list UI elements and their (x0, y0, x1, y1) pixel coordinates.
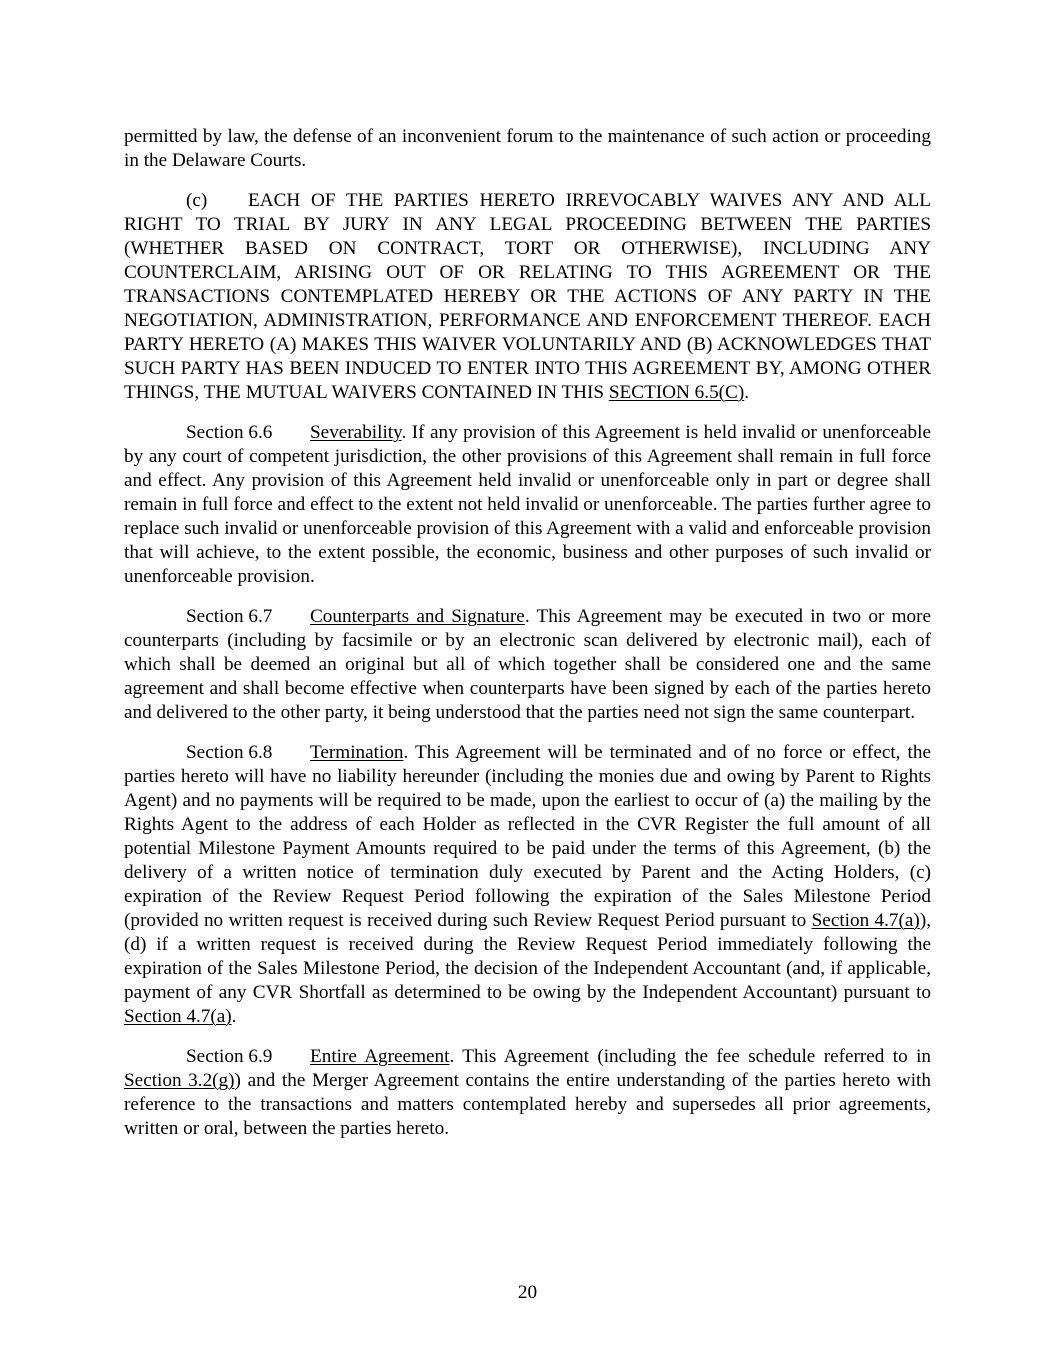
section-number: Section 6.7 (186, 606, 273, 627)
section-number: Section 6.9 (186, 1046, 273, 1067)
section-reference: Section 4.7(a) (124, 1006, 232, 1027)
section-6-8: Section 6.8 Termination. This Agreement will be terminated and of no force or effect, the parties hereto will have no liability hereunder (including the monies due and owing by Parent to Rights Agent) and no payments will be required to be made, upon the earliest to occur of (a) the mailing by the Rights Agent to the address of each Holder as reflected in the CVR Register the full amount of all potential Milestone Payment Amounts required to be paid under the terms of this Agreement, (b) the delivery of a written notice of termination duly executed by Parent and the Acting Holders, (c) expiration of the Review Request Period following the expiration of the Sales Milestone Period (provided no written request is received during such Review Request Period pursuant to Section 4.7(a)), (d) if a written request is received during the Review Request Period immediately following the expiration of the Sales Milestone Period, the decision of the Independent Accountant (and, if applicable, payment of any CVR Shortfall as determined to be owing by the Independent Accountant) pursuant to Section 4.7(a). (124, 742, 931, 1027)
section-number: Section 6.8 (186, 742, 273, 763)
page-number: 20 (517, 1282, 538, 1303)
section-text: . If any provision of this Agreement is held invalid or unenforceable by any court of competent jurisdiction, the other provisions of this Agreement shall remain in full force and effect. Any provision of this Agreement held invalid or unenforceable only in part or degree shall remain in full force and effect to the extent not held invalid or unenforceable. The parties further agree to replace such invalid or unenforceable provision of this Agreement with a valid and enforceable provision that will achieve, to the extent possible, the economic, business and other purposes of such invalid or unenforceable provision. (124, 422, 931, 587)
section-6-9 (124, 1045, 931, 1141)
section-title: Counterparts and Signature (310, 606, 525, 627)
section-text: . This Agreement (including the fee schedule referred to in (449, 1046, 932, 1067)
section-6-7 (124, 605, 931, 725)
section-title: Severability (310, 422, 402, 443)
paragraph-jury-waiver: (c) EACH OF THE PARTIES HERETO IRREVOCABLY WAIVES ANY AND ALL RIGHT TO TRIAL BY JURY IN ANY LEGAL PROCEEDING BETWEEN THE PARTIES (WHETHER BASED ON CONTRACT, TORT OR OTHERWISE), INCLUDING ANY COUNTERCLAIM, ARISING OUT OF OR RELATING TO THIS AGREEMENT OR THE TRANSACTIONS CONTEMPLATED HEREBY OR THE ACTIONS OF ANY PARTY IN THE NEGOTIATION, ADMINISTRATION, PERFORMANCE AND ENFORCEMENT THEREOF. EACH PARTY HERETO (A) MAKES THIS WAIVER VOLUNTARILY AND (B) ACKNOWLEDGES THAT SUCH PARTY HAS BEEN INDUCED TO ENTER INTO THIS AGREEMENT BY, AMONG OTHER THINGS, THE MUTUAL WAIVERS CONTAINED IN THIS SECTION 6.5(C). (124, 190, 931, 403)
section-title: Entire Agreement (310, 1046, 450, 1067)
section-reference: Section 3.2(g) (124, 1070, 235, 1091)
document-body (124, 125, 931, 1157)
section-6-6 (124, 421, 931, 589)
section-text: ), (d) if a written request is received during the Review Request Period immediately following the expiration of the Sales Milestone Period, the decision of the Independent Accountant (and, if applicable, payment of any CVR Shortfall as determined to be owing by the Independent Accountant) pursuant to (124, 910, 931, 1003)
section-reference: Section 4.7(a) (811, 910, 920, 931)
section-text: . This Agreement will be terminated and of no force or effect, the parties hereto will have no liability hereunder (including the monies due and owing by Parent to Rights Agent) and no payments will be required to be made, upon the earliest to occur of (a) the mailing by the Rights Agent to the address of each Holder as reflected in the CVR Register the full amount of all potential Milestone Payment Amounts required to be paid under the terms of this Agreement, (b) the delivery of a written notice of termination duly executed by Parent and the Acting Holders, (c) expiration of the Review Request Period following the expiration of the Sales Milestone Period (provided no written request is received during such Review Request Period pursuant to (124, 742, 931, 931)
paragraph-text: permitted by law, the defense of an inconvenient forum to the maintenance of such action or proceeding in the Delaware Courts. (124, 126, 931, 171)
item-label: (c) (186, 190, 208, 211)
paragraph-text: EACH OF THE PARTIES HERETO IRREVOCABLY WAIVES ANY AND ALL RIGHT TO TRIAL BY JURY IN ANY LEGAL PROCEEDING BETWEEN THE PARTIES (WHETHER BASED ON CONTRACT, TORT OR OTHERWISE), INCLUDING ANY COUNTERCLAIM, ARISING OUT OF OR RELATING TO THIS AGREEMENT OR THE TRANSACTIONS CONTEMPLATED HEREBY OR THE ACTIONS OF ANY PARTY IN THE NEGOTIATION, ADMINISTRATION, PERFORMANCE AND ENFORCEMENT THEREOF. EACH PARTY HERETO (A) MAKES THIS WAIVER VOLUNTARILY AND (B) ACKNOWLEDGES THAT SUCH PARTY HAS BEEN INDUCED TO ENTER INTO THIS AGREEMENT BY, AMONG OTHER THINGS, THE MUTUAL WAIVERS CONTAINED IN THIS (124, 190, 931, 403)
section-title: Termination (310, 742, 404, 763)
paragraph-continuation (124, 125, 931, 173)
section-number: Section 6.6 (186, 422, 273, 443)
section-reference: SECTION 6.5(C) (608, 382, 745, 403)
section-text: ) and the Merger Agreement contains the entire understanding of the parties hereto with reference to the transactions and matters contemplated hereby and supersedes all prior agreements, written or oral, between the parties hereto. (124, 1070, 931, 1139)
section-text: . This Agreement may be executed in two or more counterparts (including by facsimile or by an electronic scan delivered by electronic mail), each of which shall be deemed an original but all of which together shall be considered one and the same agreement and shall become effective when counterparts have been signed by each of the parties hereto and delivered to the other party, it being understood that the parties need not sign the same counterpart. (124, 606, 931, 723)
